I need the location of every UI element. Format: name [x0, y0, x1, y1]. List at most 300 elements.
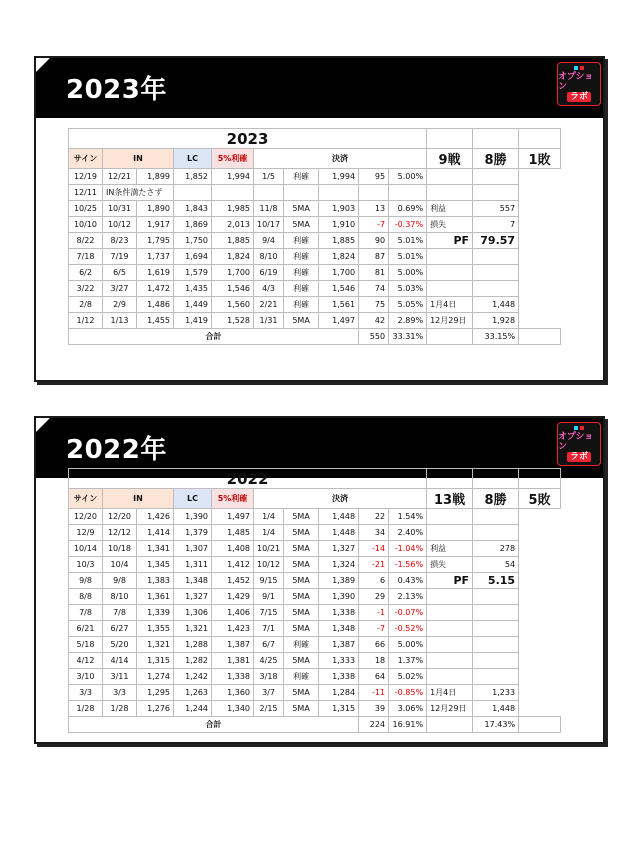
lc-price: 1,579 [174, 265, 212, 281]
lc-price: 1,750 [174, 233, 212, 249]
table-row [69, 573, 561, 589]
in-price: 1,455 [137, 313, 174, 329]
in-date: 12/20 [103, 509, 137, 525]
profit-points: 90 [359, 233, 389, 249]
lc-price: 1,419 [174, 313, 212, 329]
side-label: PF [427, 233, 473, 249]
profit-target: 1,429 [212, 589, 254, 605]
profit-target: 1,700 [212, 265, 254, 281]
side-value: 5.15 [473, 573, 519, 589]
exit-price: 1,338 [319, 669, 359, 685]
sign-date: 7/18 [69, 249, 103, 265]
side-label: 利益 [427, 201, 473, 217]
exit-price: 1,327 [319, 541, 359, 557]
battle-count: 9戦 [427, 149, 473, 169]
exit-method: 利確 [284, 265, 319, 281]
side-blank [473, 637, 519, 653]
profit-points: 75 [359, 297, 389, 313]
table-row [69, 217, 561, 233]
table-year: 2022 [69, 469, 427, 489]
exit-method: 利確 [284, 169, 319, 185]
table-row [69, 621, 561, 637]
header-in: IN [103, 149, 174, 169]
exit-method: 利確 [284, 249, 319, 265]
profit-percent: 5.00% [389, 637, 427, 653]
table-year: 2023 [69, 129, 427, 149]
in-date: 8/23 [103, 233, 137, 249]
exit-method: 5MA [284, 701, 319, 717]
exit-date: 9/15 [254, 573, 284, 589]
sign-date: 1/28 [69, 701, 103, 717]
profit-points: -14 [359, 541, 389, 557]
side-value: 79.57 [473, 233, 519, 249]
profit-percent: 0.43% [389, 573, 427, 589]
total-points: 224 [359, 717, 389, 733]
logo-text-2: ラボ [567, 92, 591, 102]
lc-price: 1,244 [174, 701, 212, 717]
side-blank [473, 185, 519, 201]
side-value: 1,928 [473, 313, 519, 329]
exit-method: 5MA [284, 525, 319, 541]
side-blank [519, 509, 561, 525]
exit-date: 9/4 [254, 233, 284, 249]
row-note: IN条件満たさず [103, 185, 174, 201]
header-sign: サイン [69, 149, 103, 169]
header-sign: サイン [69, 489, 103, 509]
sign-date: 3/3 [69, 685, 103, 701]
side-blank [519, 669, 561, 685]
lc-price: 1,263 [174, 685, 212, 701]
sign-date: 12/11 [69, 185, 103, 201]
side-value: 7 [473, 217, 519, 233]
profit-target: 1,985 [212, 201, 254, 217]
side-blank [427, 281, 473, 297]
in-price: 1,486 [137, 297, 174, 313]
profit-target: 1,994 [212, 169, 254, 185]
profit-percent: -1.04% [389, 541, 427, 557]
exit-date: 2/21 [254, 297, 284, 313]
empty-cell [284, 185, 319, 201]
side-blank [519, 233, 561, 249]
side-label: 1月4日 [427, 685, 473, 701]
lc-price: 1,282 [174, 653, 212, 669]
year-card-2022 [34, 416, 605, 744]
profit-target: 1,452 [212, 573, 254, 589]
lc-price: 1,327 [174, 589, 212, 605]
sign-date: 4/12 [69, 653, 103, 669]
table-row [69, 281, 561, 297]
exit-method: 5MA [284, 573, 319, 589]
in-date: 12/12 [103, 525, 137, 541]
sign-date: 7/8 [69, 605, 103, 621]
total-label: 合計 [69, 329, 359, 345]
in-date: 1/28 [103, 701, 137, 717]
table-row [69, 557, 561, 573]
side-blank [427, 525, 473, 541]
side-blank [519, 281, 561, 297]
side-blank [519, 717, 561, 733]
in-date: 6/27 [103, 621, 137, 637]
exit-price: 1,389 [319, 573, 359, 589]
in-date: 7/8 [103, 605, 137, 621]
profit-target: 1,406 [212, 605, 254, 621]
profit-points: 13 [359, 201, 389, 217]
side-blank [427, 185, 473, 201]
profit-points: 29 [359, 589, 389, 605]
banner-title: 2022年 [66, 435, 167, 465]
in-date: 9/8 [103, 573, 137, 589]
profit-target: 1,885 [212, 233, 254, 249]
profit-percent: 1.37% [389, 653, 427, 669]
year-card-2023 [34, 56, 605, 382]
exit-price: 1,387 [319, 637, 359, 653]
exit-date: 11/8 [254, 201, 284, 217]
profit-points: 42 [359, 313, 389, 329]
side-blank [519, 557, 561, 573]
profit-percent: 2.40% [389, 525, 427, 541]
profit-points: 34 [359, 525, 389, 541]
exit-date: 1/4 [254, 509, 284, 525]
exit-price: 1,497 [319, 313, 359, 329]
sign-date: 2/8 [69, 297, 103, 313]
profit-points: -7 [359, 621, 389, 637]
profit-percent: -0.85% [389, 685, 427, 701]
in-price: 1,890 [137, 201, 174, 217]
exit-price: 1,448 [319, 525, 359, 541]
lc-price: 1,694 [174, 249, 212, 265]
profit-target: 1,546 [212, 281, 254, 297]
side-blank [427, 129, 473, 149]
exit-price: 1,903 [319, 201, 359, 217]
loss-count: 1敗 [519, 149, 561, 169]
side-blank [427, 589, 473, 605]
exit-date: 8/10 [254, 249, 284, 265]
in-date: 3/11 [103, 669, 137, 685]
side-blank [473, 169, 519, 185]
battle-count: 13戦 [427, 489, 473, 509]
header-in: IN [103, 489, 174, 509]
exit-price: 1,338 [319, 605, 359, 621]
table-row [69, 265, 561, 281]
exit-date: 3/18 [254, 669, 284, 685]
profit-target: 1,387 [212, 637, 254, 653]
logo-dots-icon [574, 66, 584, 70]
profit-points: 66 [359, 637, 389, 653]
trade-table [68, 468, 561, 733]
empty-cell [212, 185, 254, 201]
profit-percent: 5.03% [389, 281, 427, 297]
profit-target: 1,360 [212, 685, 254, 701]
exit-price: 1,315 [319, 701, 359, 717]
year-banner [36, 58, 603, 118]
lc-price: 1,390 [174, 509, 212, 525]
exit-price: 1,284 [319, 685, 359, 701]
in-price: 1,619 [137, 265, 174, 281]
in-date: 1/13 [103, 313, 137, 329]
exit-price: 1,700 [319, 265, 359, 281]
side-blank [427, 469, 473, 489]
side-blank [519, 129, 561, 149]
sign-date: 6/21 [69, 621, 103, 637]
profit-points: 39 [359, 701, 389, 717]
table-row [69, 297, 561, 313]
in-date: 8/10 [103, 589, 137, 605]
exit-date: 10/21 [254, 541, 284, 557]
profit-target: 1,497 [212, 509, 254, 525]
exit-price: 1,324 [319, 557, 359, 573]
profit-percent: 5.01% [389, 249, 427, 265]
exit-date: 4/3 [254, 281, 284, 297]
header-settlement: 決済 [254, 149, 427, 169]
profit-percent: 0.69% [389, 201, 427, 217]
side-blank [519, 525, 561, 541]
exit-method: 5MA [284, 621, 319, 637]
year-row [69, 129, 561, 149]
exit-date: 1/31 [254, 313, 284, 329]
profit-percent: -0.52% [389, 621, 427, 637]
in-price: 1,426 [137, 509, 174, 525]
sign-date: 1/12 [69, 313, 103, 329]
total-percent: 16.91% [389, 717, 427, 733]
side-blank [473, 653, 519, 669]
side-label: 12月29日 [427, 313, 473, 329]
exit-method: 5MA [284, 653, 319, 669]
side-label: PF [427, 573, 473, 589]
side-blank [519, 265, 561, 281]
profit-percent: -0.37% [389, 217, 427, 233]
profit-target: 1,412 [212, 557, 254, 573]
lc-price: 1,288 [174, 637, 212, 653]
in-date: 4/14 [103, 653, 137, 669]
profit-points: 18 [359, 653, 389, 669]
win-count: 8勝 [473, 489, 519, 509]
in-date: 3/3 [103, 685, 137, 701]
exit-date: 1/4 [254, 525, 284, 541]
sign-date: 8/22 [69, 233, 103, 249]
side-blank [427, 509, 473, 525]
table-row [69, 589, 561, 605]
lc-price: 1,869 [174, 217, 212, 233]
in-price: 1,917 [137, 217, 174, 233]
year-row [69, 469, 561, 489]
exit-price: 1,348 [319, 621, 359, 637]
exit-method: 5MA [284, 557, 319, 573]
side-blank [473, 509, 519, 525]
exit-price: 1,390 [319, 589, 359, 605]
profit-points: 6 [359, 573, 389, 589]
side-blank [427, 169, 473, 185]
side-blank [473, 589, 519, 605]
side-blank [427, 265, 473, 281]
exit-method: 5MA [284, 313, 319, 329]
side-label: 損失 [427, 217, 473, 233]
total-percent: 33.31% [389, 329, 427, 345]
exit-price: 1,448 [319, 509, 359, 525]
lc-price: 1,843 [174, 201, 212, 217]
profit-percent: -1.56% [389, 557, 427, 573]
in-date: 10/12 [103, 217, 137, 233]
side-blank [519, 621, 561, 637]
empty-cell [254, 185, 284, 201]
side-blank [473, 129, 519, 149]
in-price: 1,295 [137, 685, 174, 701]
table-row [69, 701, 561, 717]
table-row [69, 201, 561, 217]
exit-method: 5MA [284, 589, 319, 605]
exit-date: 7/15 [254, 605, 284, 621]
side-blank [427, 717, 473, 733]
table-row [69, 249, 561, 265]
in-date: 5/20 [103, 637, 137, 653]
in-price: 1,339 [137, 605, 174, 621]
profit-percent: 5.01% [389, 233, 427, 249]
total-row [69, 717, 561, 733]
header-profit-take: 5%利確 [212, 489, 254, 509]
banner-corner [36, 418, 50, 432]
side-blank [473, 265, 519, 281]
side-blank [427, 605, 473, 621]
profit-target: 2,013 [212, 217, 254, 233]
in-date: 10/4 [103, 557, 137, 573]
profit-target: 1,408 [212, 541, 254, 557]
in-price: 1,414 [137, 525, 174, 541]
profit-target: 1,560 [212, 297, 254, 313]
sign-date: 3/10 [69, 669, 103, 685]
side-blank [427, 653, 473, 669]
profit-points: 95 [359, 169, 389, 185]
lc-price: 1,379 [174, 525, 212, 541]
exit-method: 5MA [284, 605, 319, 621]
in-price: 1,737 [137, 249, 174, 265]
profit-points: -11 [359, 685, 389, 701]
empty-cell [359, 185, 389, 201]
sign-date: 9/8 [69, 573, 103, 589]
profit-percent: 5.05% [389, 297, 427, 313]
table-row [69, 509, 561, 525]
exit-date: 2/15 [254, 701, 284, 717]
side-label: 損失 [427, 557, 473, 573]
profit-points: 74 [359, 281, 389, 297]
loss-count: 5敗 [519, 489, 561, 509]
exit-price: 1,824 [319, 249, 359, 265]
exit-method: 5MA [284, 509, 319, 525]
banner-title: 2023年 [66, 75, 167, 105]
exit-price: 1,546 [319, 281, 359, 297]
profit-target: 1,528 [212, 313, 254, 329]
sign-date: 12/9 [69, 525, 103, 541]
exit-price: 1,333 [319, 653, 359, 669]
side-blank [519, 185, 561, 201]
side-blank [519, 685, 561, 701]
exit-price: 1,885 [319, 233, 359, 249]
in-date: 2/9 [103, 297, 137, 313]
side-blank [519, 249, 561, 265]
exit-date: 7/1 [254, 621, 284, 637]
lc-price: 1,311 [174, 557, 212, 573]
side-blank [519, 169, 561, 185]
table-row [69, 541, 561, 557]
table-row [69, 685, 561, 701]
total-side-percent: 33.15% [473, 329, 519, 345]
side-blank [473, 605, 519, 621]
lc-price: 1,348 [174, 573, 212, 589]
in-price: 1,361 [137, 589, 174, 605]
side-blank [519, 297, 561, 313]
table-row [69, 653, 561, 669]
side-blank [519, 653, 561, 669]
side-blank [473, 249, 519, 265]
table-row [69, 605, 561, 621]
in-price: 1,472 [137, 281, 174, 297]
side-blank [519, 589, 561, 605]
exit-date: 6/7 [254, 637, 284, 653]
profit-points: 22 [359, 509, 389, 525]
exit-date: 6/19 [254, 265, 284, 281]
table-row [69, 169, 561, 185]
side-blank [427, 621, 473, 637]
exit-method: 5MA [284, 201, 319, 217]
table-row [69, 313, 561, 329]
total-side-percent: 17.43% [473, 717, 519, 733]
side-blank [519, 701, 561, 717]
exit-date: 10/17 [254, 217, 284, 233]
in-date: 3/27 [103, 281, 137, 297]
side-blank [519, 605, 561, 621]
side-value: 1,448 [473, 701, 519, 717]
side-blank [519, 201, 561, 217]
exit-price: 1,561 [319, 297, 359, 313]
profit-points: 81 [359, 265, 389, 281]
exit-date: 9/1 [254, 589, 284, 605]
table-row [69, 525, 561, 541]
side-value: 1,233 [473, 685, 519, 701]
profit-points: -21 [359, 557, 389, 573]
exit-method: 利確 [284, 669, 319, 685]
exit-method: 利確 [284, 233, 319, 249]
sign-date: 12/20 [69, 509, 103, 525]
side-blank [473, 281, 519, 297]
header-profit-take: 5%利確 [212, 149, 254, 169]
in-price: 1,383 [137, 573, 174, 589]
side-blank [473, 525, 519, 541]
in-date: 10/31 [103, 201, 137, 217]
option-lab-logo [557, 62, 601, 106]
profit-percent: -0.07% [389, 605, 427, 621]
side-blank [427, 249, 473, 265]
profit-target: 1,338 [212, 669, 254, 685]
side-label: 12月29日 [427, 701, 473, 717]
sign-date: 10/14 [69, 541, 103, 557]
lc-price: 1,242 [174, 669, 212, 685]
sign-date: 5/18 [69, 637, 103, 653]
lc-price: 1,307 [174, 541, 212, 557]
sign-date: 12/19 [69, 169, 103, 185]
profit-target: 1,340 [212, 701, 254, 717]
in-price: 1,795 [137, 233, 174, 249]
exit-price: 1,994 [319, 169, 359, 185]
in-price: 1,276 [137, 701, 174, 717]
side-blank [473, 469, 519, 489]
profit-points: 64 [359, 669, 389, 685]
exit-method: 利確 [284, 297, 319, 313]
side-label: 1月4日 [427, 297, 473, 313]
side-value: 557 [473, 201, 519, 217]
total-row [69, 329, 561, 345]
profit-target: 1,381 [212, 653, 254, 669]
side-value: 1,448 [473, 297, 519, 313]
banner-corner [36, 58, 50, 72]
exit-date: 4/25 [254, 653, 284, 669]
